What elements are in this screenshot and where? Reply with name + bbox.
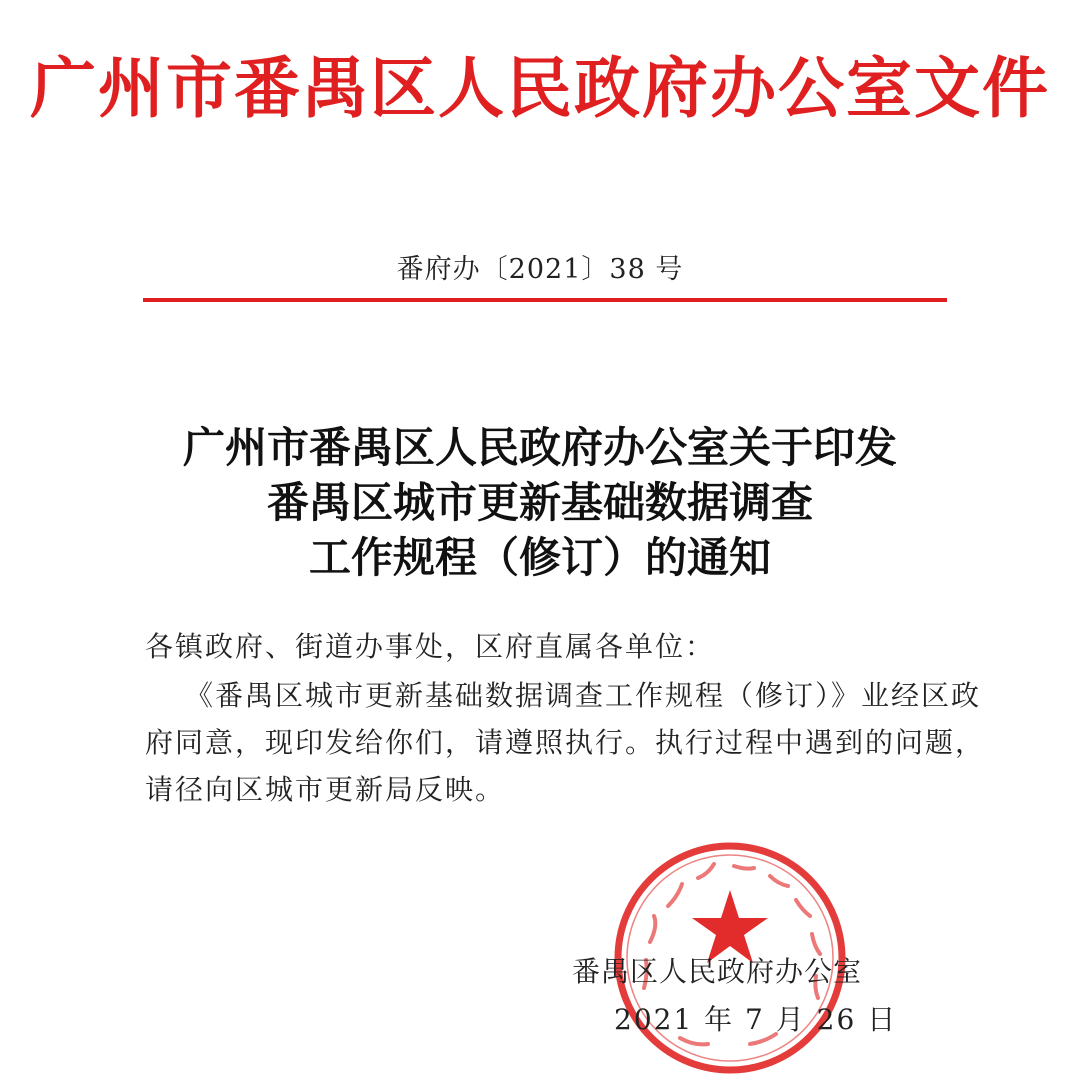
issuer-signature: 番禺区人民政府办公室 [572,955,863,988]
issue-date: 2021 年 7 月 26 日 [614,1003,898,1036]
document-title-line: 广州市番禺区人民政府办公室关于印发 [182,423,897,472]
body-line: 请径向区城市更新局反映。 [145,773,506,806]
document-header-title: 广州市番禺区人民政府办公室文件 [30,49,1050,127]
document-title [0,420,1080,585]
salutation: 各镇政府、街道办事处，区府直属各单位： [145,630,716,663]
header-divider-line [143,298,947,302]
body-line: 《番禺区城市更新基础数据调查工作规程（修订）》业经区政 [185,679,982,712]
document-number: 番府办〔2021〕38 号 [396,254,684,285]
body-paragraph [145,672,986,813]
document-title-line: 番禺区城市更新基础数据调查 [266,478,813,527]
body-line: 府同意，现印发给你们，请遵照执行。执行过程中遇到的问题， [145,726,986,759]
document-title-line: 工作规程（修订）的通知 [308,533,771,582]
